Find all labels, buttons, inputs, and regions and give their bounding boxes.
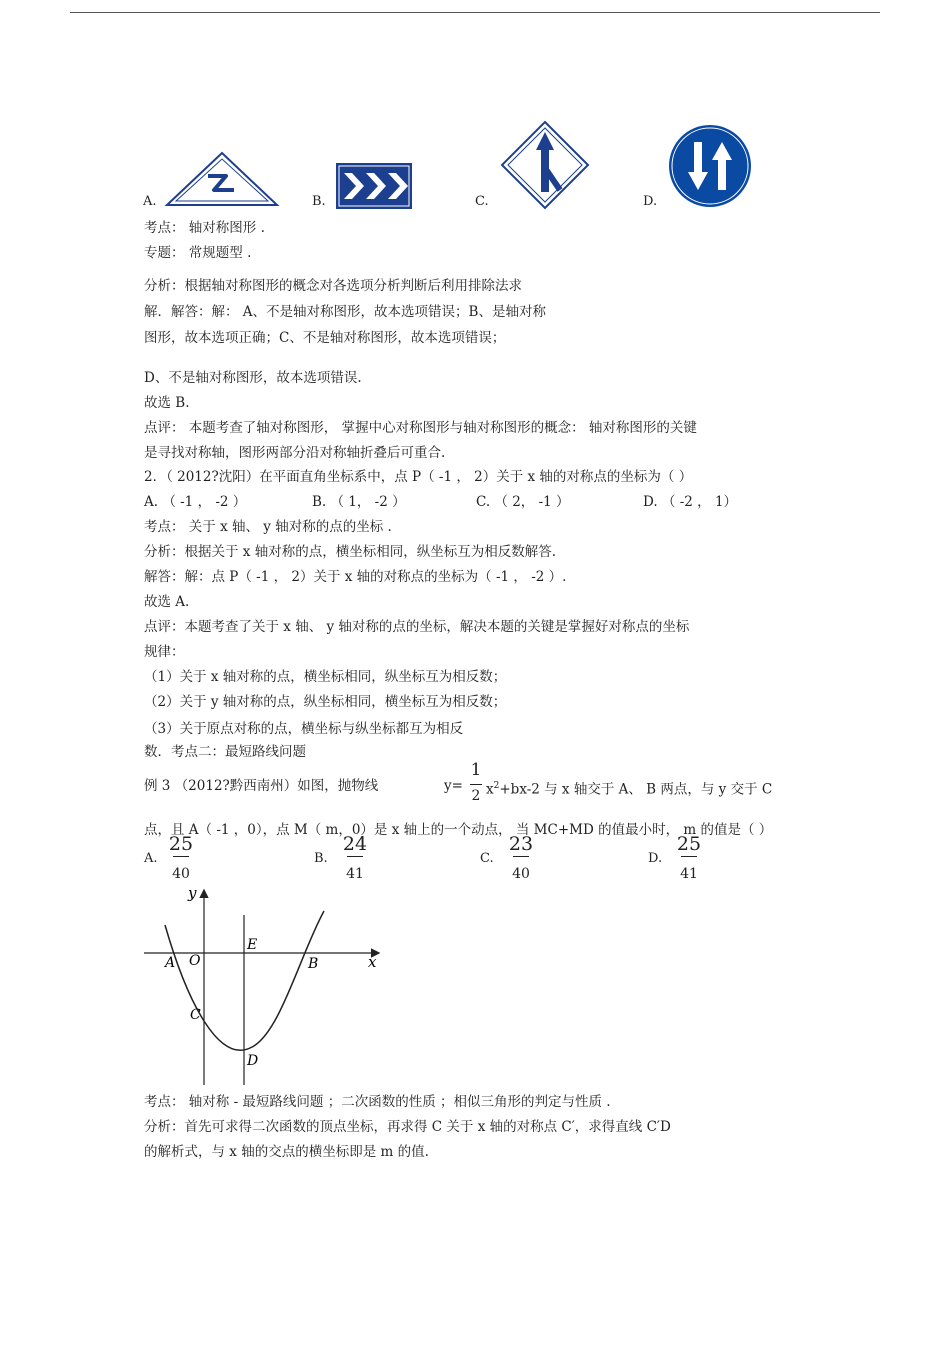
ex3-option-b-den: 41 bbox=[346, 866, 364, 882]
q2-kaodian: 考点： 关于 x 轴、 y 轴对称的点的坐标 . bbox=[144, 519, 392, 535]
ex3-eq-tail: +bx-2 与 x 轴交于 A、 B 两点，与 y 交于 C bbox=[499, 781, 773, 798]
ex3-option-d-den: 41 bbox=[680, 866, 698, 882]
ex3-line2: 点，且 A（ -1 ，0），点 M（ m，0）是 x 轴上的一个动点， 当 MC+MD 的值最小时， m 的值是（ ） bbox=[144, 822, 773, 838]
ex3-option-a-label: A. bbox=[144, 851, 158, 866]
q2-option-c: C. （ 2， -1 ） bbox=[476, 494, 570, 510]
q2-answer: 故选 A. bbox=[144, 594, 190, 610]
option-d-label: D. bbox=[643, 194, 658, 209]
curve-road-sign-icon bbox=[164, 150, 280, 208]
q1-jieda-1: 解．解答：解： A、不是轴对称图形，故本选项错误；B、是轴对称 bbox=[144, 304, 546, 320]
q1-kaodian: 考点： 轴对称图形 . bbox=[144, 220, 265, 236]
q2-rule-4: 数．考点二：最短路线问题 bbox=[144, 744, 306, 760]
q1-fenxi: 分析：根据轴对称图形的概念对各选项分析判断后利用排除法求 bbox=[144, 278, 522, 294]
ex3-option-a-den: 40 bbox=[172, 866, 190, 882]
graph-label-a: A bbox=[165, 955, 176, 971]
graph-label-o: O bbox=[189, 953, 201, 969]
graph-label-b: B bbox=[308, 956, 319, 972]
ex3-option-b-label: B. bbox=[314, 851, 328, 866]
ex3-option-b-num: 24 bbox=[342, 833, 368, 855]
graph-label-e: E bbox=[247, 937, 258, 953]
q2-guilv: 规律： bbox=[144, 644, 185, 660]
ex3-y-eq: y= bbox=[444, 778, 463, 794]
q1-jieda-2: 图形，故本选项正确；C、不是轴对称图形，故本选项错误； bbox=[144, 330, 506, 346]
q2-option-d: D. （ -2 ， 1） bbox=[643, 494, 738, 510]
q1-dianping-2: 是寻找对称轴，图形两部分沿对称轴折叠后可重合. bbox=[144, 445, 446, 461]
q2-stem: 2．（ 2012?沈阳）在平面直角坐标系中，点 P（ -1 ， 2）关于 x 轴的对称点的坐标为（ ） bbox=[144, 469, 693, 485]
q2-rule-3: （3）关于原点对称的点，横坐标与纵坐标都互为相反 bbox=[144, 721, 464, 737]
ex3-option-c-num: 23 bbox=[508, 833, 534, 855]
two-way-traffic-sign-icon bbox=[668, 124, 752, 208]
graph-label-x: x bbox=[368, 953, 377, 971]
option-b-label: B. bbox=[312, 194, 326, 209]
q2-dianping: 点评：本题考查了关于 x 轴、 y 轴对称的点的坐标，解决本题的关键是掌握好对称点的坐标 bbox=[144, 619, 690, 635]
q2-rule-1: （1）关于 x 轴对称的点，横坐标相同，纵坐标互为相反数； bbox=[144, 669, 507, 685]
ex3-fenxi-2: 的解析式，与 x 轴的交点的横坐标即是 m 的值. bbox=[144, 1144, 429, 1160]
ex3-option-c-label: C. bbox=[480, 851, 494, 866]
ex3-half-fraction bbox=[466, 760, 486, 805]
ex3-option-c-fraction bbox=[506, 834, 536, 883]
q2-rule-2: （2）关于 y 轴对称的点，纵坐标相同，横坐标互为相反数； bbox=[144, 694, 507, 710]
ex3-equation bbox=[486, 777, 772, 799]
parabola-graph bbox=[140, 885, 390, 1090]
ex3-fenxi-1: 分析：首先可求得二次函数的顶点坐标，再求得 C 关于 x 轴的对称点 C′，求得直线 C′D bbox=[144, 1119, 671, 1135]
ex3-option-c-den: 40 bbox=[512, 866, 530, 882]
ex3-eq-x: x bbox=[486, 781, 494, 798]
graph-label-d: D bbox=[247, 1053, 259, 1069]
ex3-eq-sup: 2 bbox=[493, 781, 500, 791]
page-top-rule bbox=[70, 12, 880, 13]
ex3-prefix: 例 3 （2012?黔西南州）如图，抛物线 bbox=[144, 778, 379, 794]
ex3-option-d-fraction bbox=[674, 834, 704, 883]
q2-option-b: B. （ 1， -2 ） bbox=[312, 494, 406, 510]
ex3-option-d-num: 25 bbox=[676, 833, 702, 855]
ex3-option-a-num: 25 bbox=[168, 833, 194, 855]
chevron-sign-icon bbox=[336, 163, 412, 209]
q1-zhuanti: 专题： 常规题型 . bbox=[144, 245, 252, 261]
option-a-label: A. bbox=[143, 194, 157, 209]
ex3-frac-den: 2 bbox=[471, 788, 481, 804]
ex3-option-a-fraction bbox=[166, 834, 196, 883]
q1-answer: 故选 B. bbox=[144, 395, 190, 411]
q1-jieda-3: D、不是轴对称图形，故本选项错误. bbox=[144, 370, 362, 386]
ex3-frac-num: 1 bbox=[470, 760, 482, 780]
q2-option-a: A. （ -1 ， -2 ） bbox=[144, 494, 247, 510]
graph-label-y: y bbox=[188, 885, 197, 902]
ex3-kaodian: 考点： 轴对称 - 最短路线问题 ；二次函数的性质 ；相似三角形的判定与性质 . bbox=[144, 1094, 611, 1110]
merge-sign-icon bbox=[500, 120, 590, 210]
ex3-option-b-fraction bbox=[340, 834, 370, 883]
q2-jieda: 解答：解：点 P（ -1 ， 2）关于 x 轴的对称点的坐标为（ -1 ， -2 ）. bbox=[144, 569, 567, 585]
graph-label-c: C bbox=[190, 1007, 201, 1023]
q1-dianping-1: 点评： 本题考查了轴对称图形， 掌握中心对称图形与轴对称图形的概念： 轴对称图形的关键 bbox=[144, 420, 697, 436]
q2-fenxi: 分析：根据关于 x 轴对称的点，横坐标相同，纵坐标互为相反数解答. bbox=[144, 544, 556, 560]
ex3-option-d-label: D. bbox=[648, 851, 663, 866]
option-c-label: C. bbox=[475, 194, 489, 209]
